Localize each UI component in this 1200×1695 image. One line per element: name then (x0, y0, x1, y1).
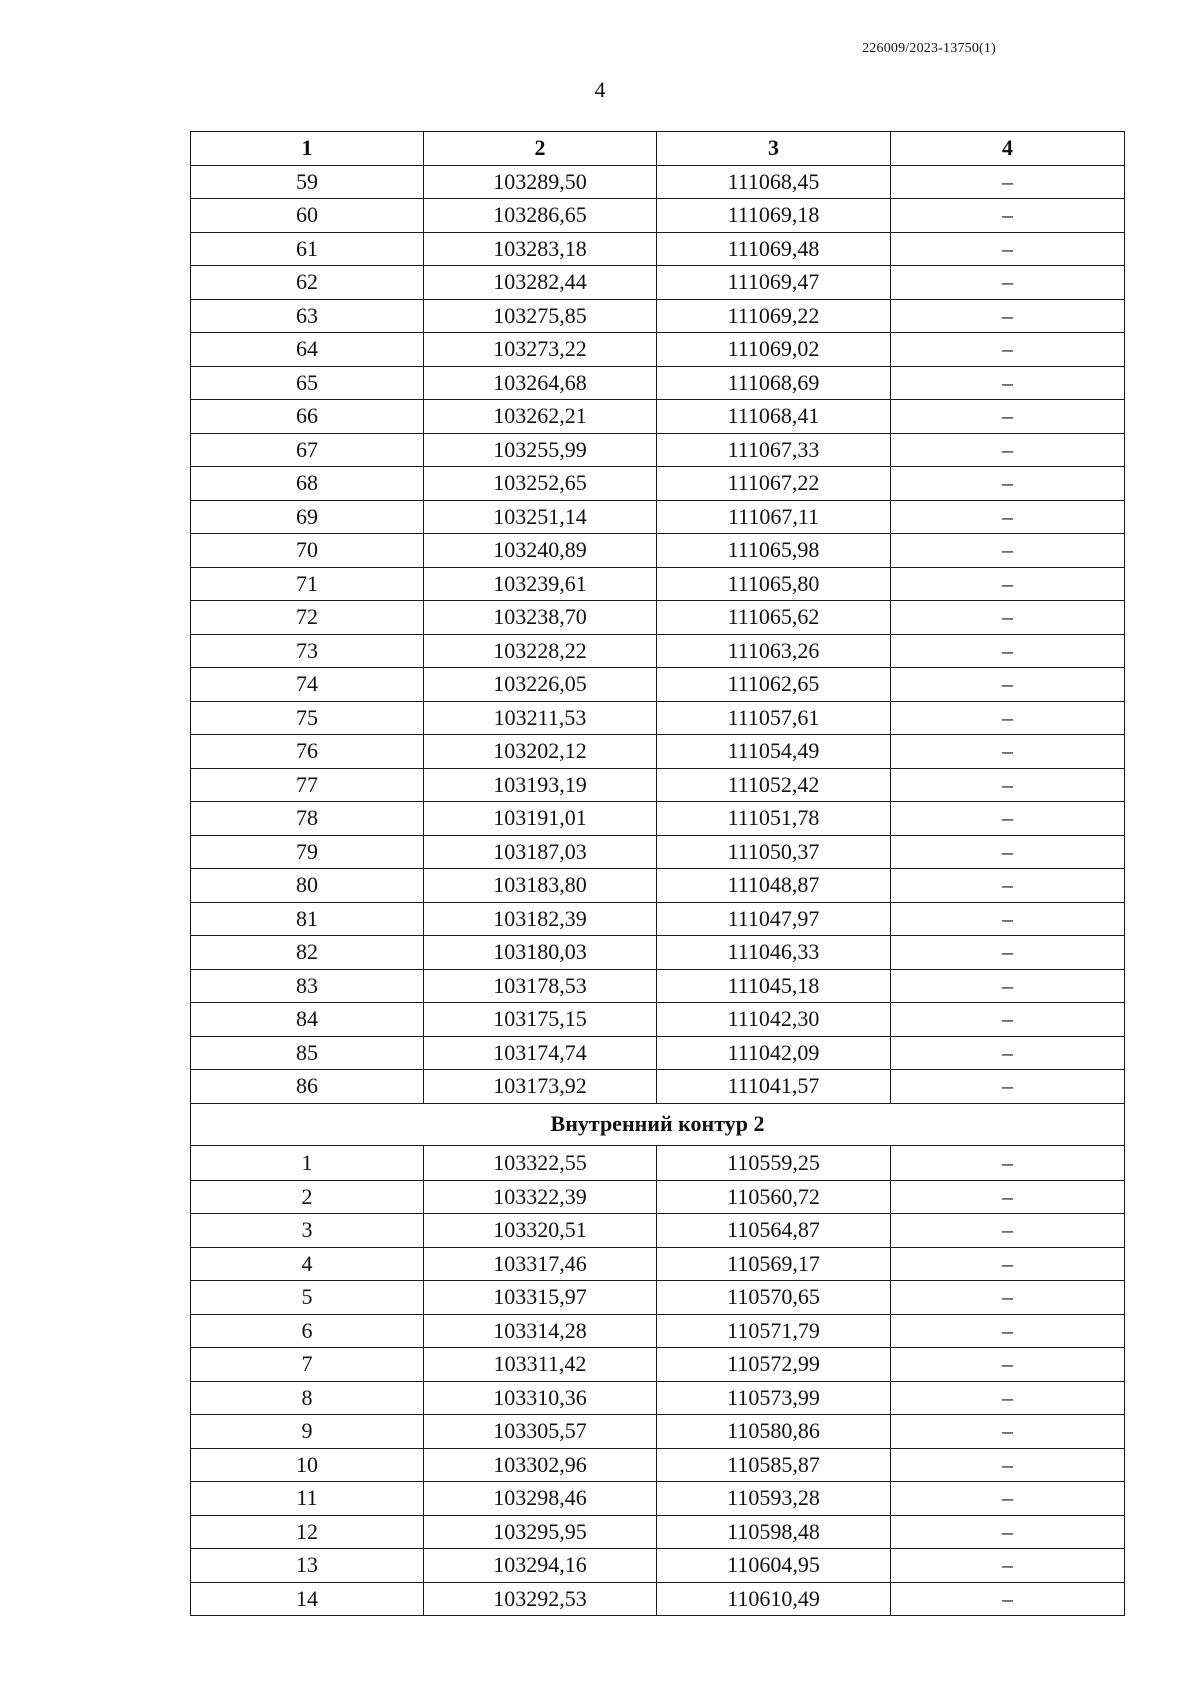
column-4-cell: – (891, 1482, 1125, 1516)
x-coordinate-cell: 103305,57 (424, 1415, 657, 1449)
column-4-cell: – (891, 534, 1125, 568)
x-coordinate-cell: 103193,19 (424, 768, 657, 802)
point-number-cell: 11 (191, 1482, 424, 1516)
column-4-cell: – (891, 266, 1125, 300)
table-row (191, 1314, 1125, 1348)
table-row (191, 333, 1125, 367)
column-4-cell: – (891, 634, 1125, 668)
point-number-cell: 60 (191, 199, 424, 233)
document-number: 226009/2023-13750(1) (862, 41, 996, 56)
table-row (191, 869, 1125, 903)
point-number-cell: 83 (191, 969, 424, 1003)
y-coordinate-cell: 111048,87 (657, 869, 891, 903)
column-4-cell: – (891, 1036, 1125, 1070)
x-coordinate-cell: 103322,55 (424, 1145, 657, 1180)
table-row (191, 500, 1125, 534)
point-number-cell: 7 (191, 1348, 424, 1382)
table-row (191, 735, 1125, 769)
column-4-cell: – (891, 1070, 1125, 1104)
table-row (191, 199, 1125, 233)
table-row (191, 1381, 1125, 1415)
table-row (191, 1348, 1125, 1382)
y-coordinate-cell: 110573,99 (657, 1381, 891, 1415)
point-number-cell: 2 (191, 1180, 424, 1214)
point-number-cell: 69 (191, 500, 424, 534)
column-4-cell: – (891, 333, 1125, 367)
point-number-cell: 71 (191, 567, 424, 601)
y-coordinate-cell: 111065,62 (657, 601, 891, 635)
table-row (191, 165, 1125, 199)
coordinates-table (190, 131, 1125, 1616)
y-coordinate-cell: 111057,61 (657, 701, 891, 735)
table-row (191, 299, 1125, 333)
x-coordinate-cell: 103255,99 (424, 433, 657, 467)
header-cell-4: 4 (891, 132, 1125, 166)
column-4-cell: – (891, 567, 1125, 601)
table-row (191, 567, 1125, 601)
x-coordinate-cell: 103182,39 (424, 902, 657, 936)
y-coordinate-cell: 111047,97 (657, 902, 891, 936)
x-coordinate-cell: 103187,03 (424, 835, 657, 869)
y-coordinate-cell: 111068,69 (657, 366, 891, 400)
column-4-cell: – (891, 1145, 1125, 1180)
column-4-cell: – (891, 735, 1125, 769)
x-coordinate-cell: 103289,50 (424, 165, 657, 199)
column-4-cell: – (891, 1314, 1125, 1348)
column-4-cell: – (891, 467, 1125, 501)
x-coordinate-cell: 103320,51 (424, 1214, 657, 1248)
x-coordinate-cell: 103311,42 (424, 1348, 657, 1382)
table-row (191, 768, 1125, 802)
point-number-cell: 81 (191, 902, 424, 936)
table-row (191, 969, 1125, 1003)
table-row (191, 902, 1125, 936)
column-4-cell: – (891, 835, 1125, 869)
page-number: 4 (594, 77, 606, 102)
x-coordinate-cell: 103294,16 (424, 1549, 657, 1583)
point-number-cell: 75 (191, 701, 424, 735)
column-4-cell: – (891, 400, 1125, 434)
x-coordinate-cell: 103174,74 (424, 1036, 657, 1070)
x-coordinate-cell: 103283,18 (424, 232, 657, 266)
y-coordinate-cell: 111067,22 (657, 467, 891, 501)
x-coordinate-cell: 103322,39 (424, 1180, 657, 1214)
point-number-cell: 70 (191, 534, 424, 568)
y-coordinate-cell: 111065,80 (657, 567, 891, 601)
x-coordinate-cell: 103262,21 (424, 400, 657, 434)
section-row (191, 1103, 1125, 1145)
x-coordinate-cell: 103275,85 (424, 299, 657, 333)
y-coordinate-cell: 111046,33 (657, 936, 891, 970)
point-number-cell: 73 (191, 634, 424, 668)
point-number-cell: 62 (191, 266, 424, 300)
column-4-cell: – (891, 802, 1125, 836)
point-number-cell: 64 (191, 333, 424, 367)
y-coordinate-cell: 111069,48 (657, 232, 891, 266)
header-cell-3: 3 (657, 132, 891, 166)
column-4-cell: – (891, 668, 1125, 702)
x-coordinate-cell: 103298,46 (424, 1482, 657, 1516)
y-coordinate-cell: 111069,02 (657, 333, 891, 367)
point-number-cell: 12 (191, 1515, 424, 1549)
column-4-cell: – (891, 1448, 1125, 1482)
point-number-cell: 74 (191, 668, 424, 702)
column-4-cell: – (891, 1415, 1125, 1449)
column-4-cell: – (891, 366, 1125, 400)
column-4-cell: – (891, 768, 1125, 802)
point-number-cell: 4 (191, 1247, 424, 1281)
y-coordinate-cell: 110570,65 (657, 1281, 891, 1315)
point-number-cell: 61 (191, 232, 424, 266)
column-4-cell: – (891, 1348, 1125, 1382)
column-4-cell: – (891, 433, 1125, 467)
table-row (191, 1515, 1125, 1549)
x-coordinate-cell: 103273,22 (424, 333, 657, 367)
table-row (191, 433, 1125, 467)
point-number-cell: 65 (191, 366, 424, 400)
table-row (191, 1482, 1125, 1516)
table-row (191, 802, 1125, 836)
x-coordinate-cell: 103180,03 (424, 936, 657, 970)
header-cell-2: 2 (424, 132, 657, 166)
x-coordinate-cell: 103310,36 (424, 1381, 657, 1415)
column-4-cell: – (891, 1214, 1125, 1248)
y-coordinate-cell: 111041,57 (657, 1070, 891, 1104)
y-coordinate-cell: 110598,48 (657, 1515, 891, 1549)
point-number-cell: 86 (191, 1070, 424, 1104)
x-coordinate-cell: 103295,95 (424, 1515, 657, 1549)
y-coordinate-cell: 111069,22 (657, 299, 891, 333)
table-row (191, 1247, 1125, 1281)
table-row (191, 266, 1125, 300)
column-4-cell: – (891, 1515, 1125, 1549)
y-coordinate-cell: 111065,98 (657, 534, 891, 568)
table-row (191, 668, 1125, 702)
y-coordinate-cell: 110560,72 (657, 1180, 891, 1214)
y-coordinate-cell: 111069,18 (657, 199, 891, 233)
x-coordinate-cell: 103317,46 (424, 1247, 657, 1281)
y-coordinate-cell: 110571,79 (657, 1314, 891, 1348)
column-4-cell: – (891, 232, 1125, 266)
point-number-cell: 9 (191, 1415, 424, 1449)
point-number-cell: 6 (191, 1314, 424, 1348)
table-row (191, 1415, 1125, 1449)
table-row (191, 1180, 1125, 1214)
y-coordinate-cell: 111067,11 (657, 500, 891, 534)
table-row (191, 400, 1125, 434)
table-row (191, 1448, 1125, 1482)
x-coordinate-cell: 103314,28 (424, 1314, 657, 1348)
column-4-cell: – (891, 969, 1125, 1003)
y-coordinate-cell: 111042,09 (657, 1036, 891, 1070)
point-number-cell: 13 (191, 1549, 424, 1583)
table-row (191, 1070, 1125, 1104)
y-coordinate-cell: 111067,33 (657, 433, 891, 467)
point-number-cell: 3 (191, 1214, 424, 1248)
x-coordinate-cell: 103202,12 (424, 735, 657, 769)
point-number-cell: 79 (191, 835, 424, 869)
table-header (191, 132, 1125, 166)
column-4-cell: – (891, 1582, 1125, 1616)
y-coordinate-cell: 111050,37 (657, 835, 891, 869)
y-coordinate-cell: 110569,17 (657, 1247, 891, 1281)
point-number-cell: 77 (191, 768, 424, 802)
x-coordinate-cell: 103191,01 (424, 802, 657, 836)
x-coordinate-cell: 103173,92 (424, 1070, 657, 1104)
x-coordinate-cell: 103175,15 (424, 1003, 657, 1037)
column-4-cell: – (891, 902, 1125, 936)
x-coordinate-cell: 103286,65 (424, 199, 657, 233)
table-row (191, 601, 1125, 635)
x-coordinate-cell: 103211,53 (424, 701, 657, 735)
column-4-cell: – (891, 199, 1125, 233)
point-number-cell: 67 (191, 433, 424, 467)
column-4-cell: – (891, 701, 1125, 735)
table-row (191, 467, 1125, 501)
table-row (191, 1214, 1125, 1248)
column-4-cell: – (891, 1281, 1125, 1315)
column-4-cell: – (891, 1180, 1125, 1214)
y-coordinate-cell: 110580,86 (657, 1415, 891, 1449)
point-number-cell: 8 (191, 1381, 424, 1415)
point-number-cell: 1 (191, 1145, 424, 1180)
y-coordinate-cell: 111068,45 (657, 165, 891, 199)
table-row (191, 1582, 1125, 1616)
column-4-cell: – (891, 1549, 1125, 1583)
y-coordinate-cell: 111051,78 (657, 802, 891, 836)
column-4-cell: – (891, 165, 1125, 199)
point-number-cell: 72 (191, 601, 424, 635)
y-coordinate-cell: 110559,25 (657, 1145, 891, 1180)
point-number-cell: 78 (191, 802, 424, 836)
table-row (191, 634, 1125, 668)
x-coordinate-cell: 103228,22 (424, 634, 657, 668)
point-number-cell: 63 (191, 299, 424, 333)
table-row (191, 1549, 1125, 1583)
table-row (191, 1036, 1125, 1070)
table-row (191, 701, 1125, 735)
point-number-cell: 82 (191, 936, 424, 970)
x-coordinate-cell: 103240,89 (424, 534, 657, 568)
table-row (191, 936, 1125, 970)
x-coordinate-cell: 103183,80 (424, 869, 657, 903)
x-coordinate-cell: 103292,53 (424, 1582, 657, 1616)
y-coordinate-cell: 110564,87 (657, 1214, 891, 1248)
x-coordinate-cell: 103282,44 (424, 266, 657, 300)
y-coordinate-cell: 111052,42 (657, 768, 891, 802)
x-coordinate-cell: 103226,05 (424, 668, 657, 702)
x-coordinate-cell: 103315,97 (424, 1281, 657, 1315)
table-row (191, 534, 1125, 568)
point-number-cell: 84 (191, 1003, 424, 1037)
point-number-cell: 66 (191, 400, 424, 434)
y-coordinate-cell: 111068,41 (657, 400, 891, 434)
y-coordinate-cell: 110572,99 (657, 1348, 891, 1382)
point-number-cell: 59 (191, 165, 424, 199)
point-number-cell: 14 (191, 1582, 424, 1616)
section-title: Внутренний контур 2 (191, 1103, 1125, 1145)
y-coordinate-cell: 110593,28 (657, 1482, 891, 1516)
x-coordinate-cell: 103239,61 (424, 567, 657, 601)
x-coordinate-cell: 103264,68 (424, 366, 657, 400)
y-coordinate-cell: 110610,49 (657, 1582, 891, 1616)
x-coordinate-cell: 103302,96 (424, 1448, 657, 1482)
column-4-cell: – (891, 936, 1125, 970)
table-row (191, 1145, 1125, 1180)
y-coordinate-cell: 111054,49 (657, 735, 891, 769)
point-number-cell: 80 (191, 869, 424, 903)
point-number-cell: 68 (191, 467, 424, 501)
x-coordinate-cell: 103252,65 (424, 467, 657, 501)
point-number-cell: 85 (191, 1036, 424, 1070)
column-4-cell: – (891, 500, 1125, 534)
x-coordinate-cell: 103178,53 (424, 969, 657, 1003)
table-body (191, 165, 1125, 1616)
table-row (191, 1281, 1125, 1315)
y-coordinate-cell: 110585,87 (657, 1448, 891, 1482)
table-row (191, 835, 1125, 869)
header-row (191, 132, 1125, 166)
y-coordinate-cell: 111063,26 (657, 634, 891, 668)
x-coordinate-cell: 103238,70 (424, 601, 657, 635)
x-coordinate-cell: 103251,14 (424, 500, 657, 534)
point-number-cell: 5 (191, 1281, 424, 1315)
y-coordinate-cell: 110604,95 (657, 1549, 891, 1583)
y-coordinate-cell: 111045,18 (657, 969, 891, 1003)
y-coordinate-cell: 111069,47 (657, 266, 891, 300)
point-number-cell: 76 (191, 735, 424, 769)
column-4-cell: – (891, 1003, 1125, 1037)
point-number-cell: 10 (191, 1448, 424, 1482)
y-coordinate-cell: 111062,65 (657, 668, 891, 702)
table-row (191, 1003, 1125, 1037)
column-4-cell: – (891, 1247, 1125, 1281)
column-4-cell: – (891, 299, 1125, 333)
table-row (191, 232, 1125, 266)
column-4-cell: – (891, 1381, 1125, 1415)
header-cell-1: 1 (191, 132, 424, 166)
table-row (191, 366, 1125, 400)
y-coordinate-cell: 111042,30 (657, 1003, 891, 1037)
column-4-cell: – (891, 869, 1125, 903)
column-4-cell: – (891, 601, 1125, 635)
